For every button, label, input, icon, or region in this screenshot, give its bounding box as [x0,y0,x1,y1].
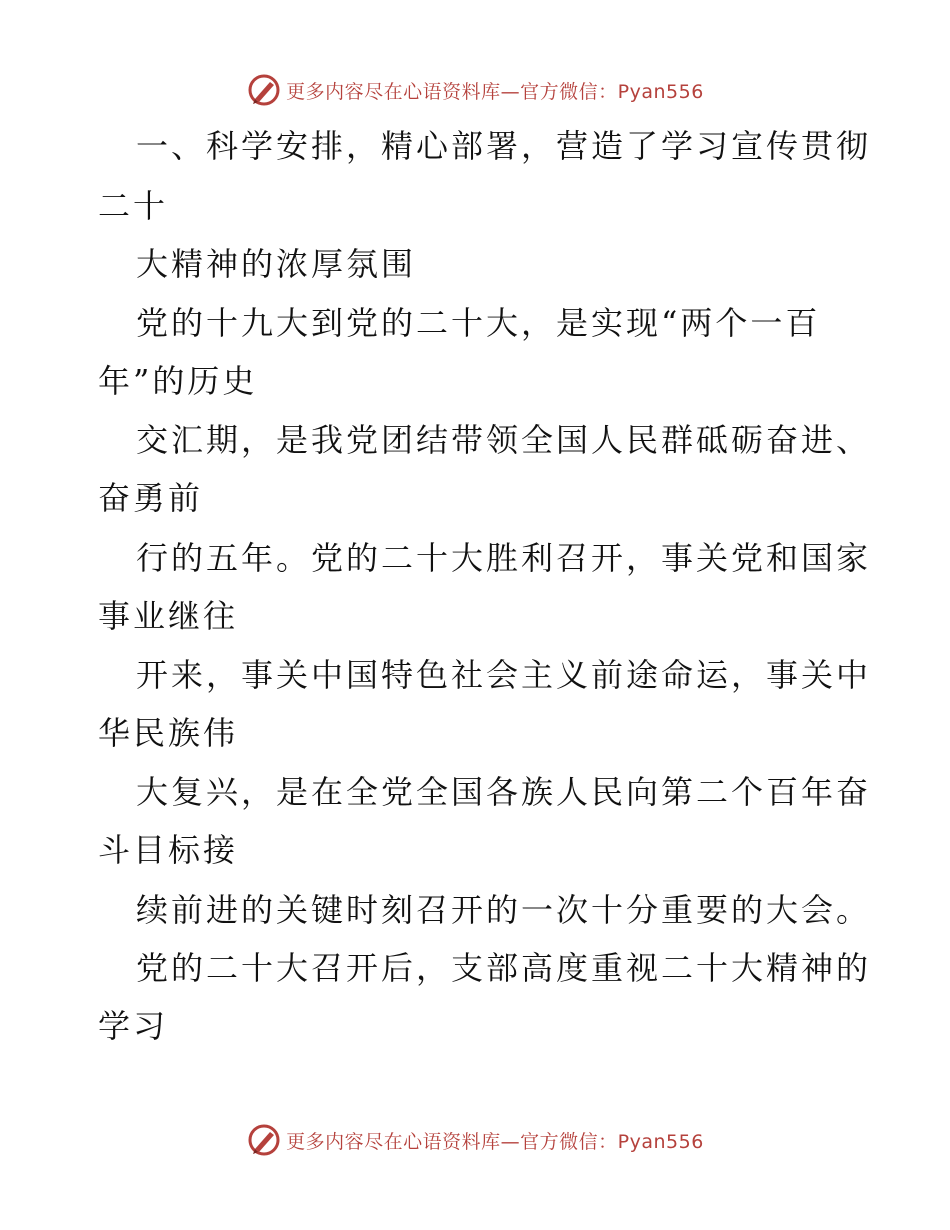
body-line-5a: 行的五年。党的二十大胜利召开，事关党和国家 [136,539,872,577]
body-line-3b: 年”的历史 [98,362,258,400]
header-watermark-banner [0,70,950,110]
body-line-8: 续前进的关键时刻召开的一次十分重要的大会。 [136,891,872,929]
body-line-1a: 一、科学安排，精心部署，营造了学习宣传贯彻 [136,127,872,165]
body-line-2: 大精神的浓厚氛围 [136,245,417,283]
pen-circle-logo-icon [246,1122,282,1158]
body-line-7b: 斗目标接 [98,831,239,869]
body-line-6a: 开来，事关中国特色社会主义前途命运，事关中 [136,656,872,694]
body-line-9b: 学习 [98,1007,169,1045]
header-watermark-text: 更多内容尽在心语资料库—官方微信：Pyan556 [286,80,704,103]
body-line-9a: 党的二十大召开后，支部高度重视二十大精神的 [136,949,872,987]
footer-watermark-text: 更多内容尽在心语资料库—官方微信：Pyan556 [286,1130,704,1153]
body-line-1b: 二十 [98,187,169,225]
pen-circle-logo-icon [246,72,282,108]
body-line-5b: 事业继往 [98,597,239,635]
footer-watermark-banner [0,1120,950,1160]
body-line-6b: 华民族伟 [98,714,239,752]
body-line-7a: 大复兴，是在全党全国各族人民向第二个百年奋 [136,773,872,811]
body-line-4b: 奋勇前 [98,479,204,517]
body-line-4a: 交汇期，是我党团结带领全国人民群砥砺奋进、 [136,421,872,459]
body-line-3a: 党的十九大到党的二十大，是实现“两个一百 [136,304,821,342]
